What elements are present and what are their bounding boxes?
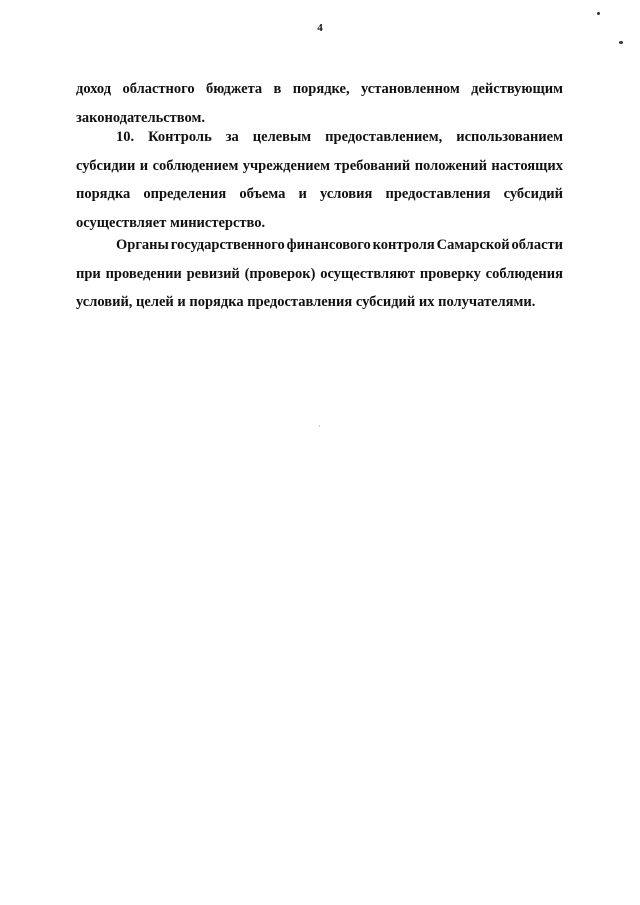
word: целевым: [252, 129, 312, 145]
word: Контроль: [148, 129, 212, 145]
word: соблюдением: [152, 157, 239, 174]
word: предоставления: [385, 186, 491, 202]
scan-speck: [319, 425, 320, 427]
word: доход: [76, 81, 112, 97]
word: ревизий: [186, 265, 240, 282]
word: требований: [334, 157, 411, 174]
word: финансового: [286, 237, 371, 253]
text-line: осуществляет министерство.: [76, 214, 266, 231]
word: бюджета: [205, 81, 263, 97]
word: областного: [122, 81, 195, 97]
word: 10.: [116, 129, 135, 145]
text-line: [76, 231, 563, 260]
text-line: [76, 75, 563, 104]
word: порядка: [76, 186, 131, 202]
page-number: 4: [317, 22, 323, 34]
scan-speck: [597, 12, 600, 15]
paragraph-item-10: [76, 123, 563, 237]
text-line: [76, 180, 563, 209]
word: области: [511, 237, 563, 253]
text-line: [76, 123, 563, 152]
word: использованием: [456, 129, 563, 145]
text-line: [76, 260, 563, 289]
word: субсидий: [503, 186, 563, 202]
word: действующим: [471, 81, 563, 97]
word: контроля: [372, 237, 435, 253]
word: за: [225, 129, 239, 145]
word: Органы: [116, 237, 169, 253]
word: при: [76, 265, 101, 282]
word: государственного: [170, 237, 285, 253]
text-line: законодательством.: [76, 109, 206, 126]
word: проверку: [419, 265, 481, 282]
word: Самарской: [436, 237, 510, 253]
word: соблюдения: [485, 265, 563, 282]
word: условия: [320, 186, 373, 202]
word: объема: [239, 186, 286, 202]
word: установленном: [360, 81, 460, 97]
word: субсидии: [76, 157, 136, 174]
scan-speck: [619, 41, 623, 44]
word: и: [139, 157, 149, 174]
paragraph-control-bodies: [76, 231, 563, 317]
word: определения: [143, 186, 227, 202]
word: осуществляют: [320, 265, 416, 282]
word: учреждением: [242, 157, 330, 174]
word: в: [273, 81, 282, 97]
word: предоставлением,: [325, 129, 443, 145]
word: проведении: [105, 265, 182, 282]
word: настоящих: [491, 157, 563, 174]
word: порядке,: [292, 81, 350, 97]
text-line: условий, целей и порядка предоставления субсидий их получателями.: [76, 294, 536, 310]
word: и: [298, 186, 307, 202]
text-line: [76, 152, 563, 181]
word: (проверок): [244, 265, 316, 282]
word: положений: [414, 157, 487, 174]
